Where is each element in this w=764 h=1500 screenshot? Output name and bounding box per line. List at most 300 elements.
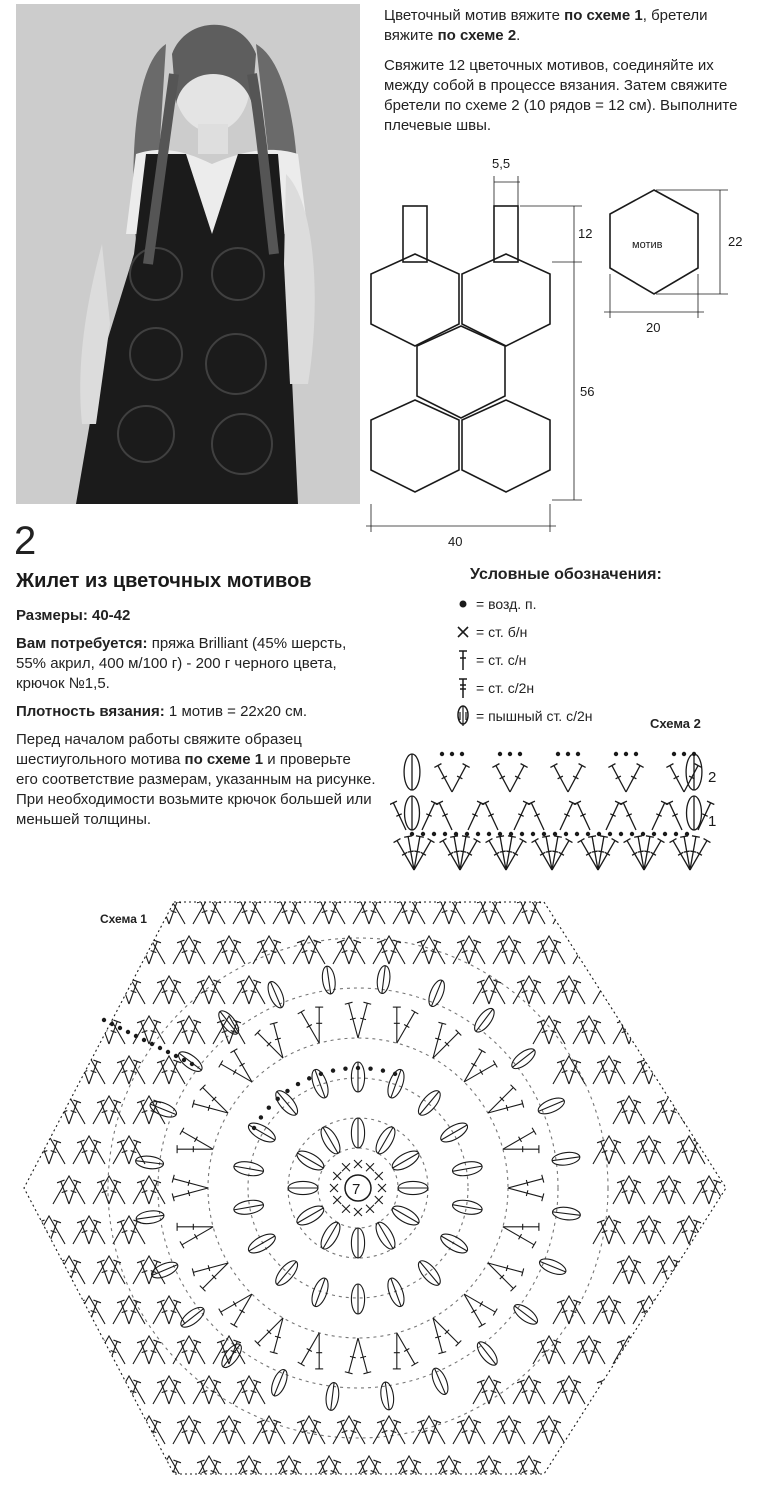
dc-stitch-icon bbox=[625, 1420, 641, 1445]
dc-stitch-icon bbox=[745, 1420, 754, 1445]
cross-stitch-icon bbox=[354, 1208, 362, 1216]
chain-dot-icon bbox=[190, 1062, 194, 1066]
dc-stitch-icon bbox=[725, 1220, 741, 1245]
dc-stitch-icon bbox=[45, 1060, 61, 1085]
dc-stitch-icon bbox=[625, 1340, 641, 1365]
garment-drawing bbox=[360, 150, 764, 550]
dc-stitch-icon bbox=[620, 801, 640, 832]
dc-stitch-icon bbox=[565, 900, 581, 925]
chain-dot-icon bbox=[576, 752, 580, 756]
chain-dot-icon bbox=[259, 1115, 263, 1119]
dc-stitch-icon bbox=[645, 900, 661, 925]
legend-item bbox=[450, 590, 760, 618]
chain-dot-icon bbox=[614, 752, 618, 756]
chain-dot-icon bbox=[476, 832, 480, 836]
dim-strap-height: 12 bbox=[578, 226, 593, 241]
puff-stitch-icon bbox=[265, 979, 287, 1010]
puff-stitch-icon bbox=[471, 1005, 498, 1035]
intro-part: и проверьте его соответствие размерам, указанным на рисунке. При необходимости возьмите крючок большей или меньшей толщины. bbox=[16, 751, 376, 828]
chain-dot-icon bbox=[566, 752, 570, 756]
legend-title: Условные обозначения: bbox=[470, 566, 662, 583]
dc-stitch-icon bbox=[461, 1049, 486, 1084]
instructions-top bbox=[384, 6, 754, 136]
dc-stitch-icon bbox=[117, 1460, 133, 1485]
dc-stitch-icon bbox=[97, 1340, 113, 1365]
scheme2-drawing bbox=[390, 730, 764, 880]
dc-stitch-icon bbox=[685, 900, 701, 925]
dc-stitch-icon bbox=[255, 1030, 286, 1061]
density-label: Плотность вязания: bbox=[16, 703, 165, 720]
puff-stitch-icon bbox=[385, 1276, 408, 1309]
puff-stitch-icon bbox=[511, 1301, 541, 1328]
chain-dot-icon bbox=[674, 832, 678, 836]
dc-stitch-icon bbox=[717, 1300, 733, 1325]
dc-stitch-icon bbox=[57, 1420, 73, 1445]
motif-outline bbox=[24, 902, 726, 1474]
chain-dot-icon bbox=[393, 1072, 397, 1076]
puff-stitch-icon bbox=[451, 1198, 483, 1216]
materials-value: пряжа Brilliant (45% шерсть, 55% акрил, 400 м/100 г) - 200 г черного цвета, крючок №1,5. bbox=[16, 635, 347, 692]
dc-stitch-icon bbox=[685, 1380, 701, 1405]
dc-stitch-icon bbox=[57, 1340, 73, 1365]
chain-dot-icon bbox=[368, 1066, 372, 1070]
dc-stitch-icon bbox=[677, 980, 693, 1005]
dc-stitch-icon bbox=[717, 1220, 733, 1245]
instructions-p2: Свяжите 12 цветочных мотивов, соединяйте их между собой в процессе вязания. Затем свяжите бретели по схеме 2 (10 рядов = 12 см). Выполните плечевые швы. bbox=[384, 57, 738, 134]
intro-part: Перед началом работы свяжите образец шестиугольного мотива bbox=[16, 731, 302, 768]
dc-stitch-icon bbox=[125, 1460, 141, 1485]
tc-icon bbox=[450, 677, 476, 699]
dc-stitch-icon bbox=[45, 900, 61, 925]
dc-stitch-icon bbox=[605, 980, 621, 1005]
dc-stitch-icon bbox=[637, 980, 653, 1005]
dc-stitch-icon bbox=[602, 801, 622, 832]
dc-stitch-icon bbox=[717, 1140, 733, 1165]
puff-stitch-icon bbox=[438, 1119, 471, 1145]
chain-dot-icon bbox=[166, 1050, 170, 1054]
dc-stitch-icon bbox=[564, 764, 585, 794]
dc-stitch-icon bbox=[157, 1460, 173, 1485]
dc-stitch-icon bbox=[219, 1291, 254, 1316]
dc-stitch-icon bbox=[665, 1420, 681, 1445]
dc-stitch-icon bbox=[557, 900, 573, 925]
dc-stitch-icon bbox=[255, 1315, 286, 1346]
dc-stitch-icon bbox=[745, 1100, 754, 1125]
scheme2-chart bbox=[390, 730, 764, 880]
chain-dot-icon bbox=[440, 752, 444, 756]
chain-dot-icon bbox=[450, 599, 476, 609]
dc-stitch-icon bbox=[85, 1460, 101, 1485]
density-line bbox=[16, 702, 376, 722]
legend-label: = ст. с/2н bbox=[476, 680, 535, 696]
chain-dot-icon bbox=[118, 1026, 122, 1030]
dc-stitch-icon bbox=[436, 801, 456, 832]
chain-dot-icon bbox=[252, 1126, 256, 1130]
dc-stitch-icon bbox=[737, 1340, 753, 1365]
dc-stitch-icon bbox=[585, 1420, 601, 1445]
dc-stitch-icon bbox=[657, 1020, 673, 1045]
chain-dot-icon bbox=[296, 1082, 300, 1086]
chain-dot-icon bbox=[531, 832, 535, 836]
dc-stitch-icon bbox=[37, 1380, 53, 1405]
dc-stitch-icon bbox=[434, 764, 455, 794]
dc-stitch-icon bbox=[597, 900, 613, 925]
dc-stitch-icon bbox=[697, 940, 713, 965]
dc-stitch-icon bbox=[666, 764, 687, 794]
dim-motif-width: 20 bbox=[646, 320, 661, 335]
materials-label: Вам потребуется: bbox=[16, 635, 148, 652]
p1-part: . bbox=[516, 27, 521, 44]
puff-stitch-icon bbox=[178, 1304, 208, 1331]
dc-stitch-icon bbox=[648, 801, 668, 832]
dc-stitch-icon bbox=[622, 764, 643, 794]
dc-stitch-icon bbox=[37, 980, 53, 1005]
puff-stitch-icon bbox=[175, 1048, 205, 1075]
dc-stitch-icon bbox=[65, 1020, 81, 1045]
dc-stitch-icon bbox=[605, 1460, 621, 1485]
puff-stitch-icon bbox=[288, 1181, 318, 1194]
dc-stitch-icon bbox=[230, 1292, 255, 1327]
dc-stitch-icon bbox=[45, 1300, 61, 1325]
dc-stitch-icon bbox=[637, 900, 653, 925]
cross-stitch-icon bbox=[342, 1205, 350, 1213]
scheme1-ref: по схеме 1 bbox=[184, 751, 264, 768]
dc-stitch-icon bbox=[697, 1020, 713, 1045]
dc-stitch-icon bbox=[97, 940, 113, 965]
puff-stitch-icon bbox=[351, 1118, 364, 1148]
puff-stitch-icon bbox=[415, 1257, 444, 1288]
legend-item bbox=[450, 702, 760, 730]
dc-stitch-icon bbox=[577, 1420, 593, 1445]
dc-stitch-icon bbox=[705, 1100, 721, 1125]
dc-stitch-icon bbox=[585, 940, 601, 965]
dc-stitch-icon bbox=[685, 1060, 701, 1085]
dc-stitch-icon bbox=[677, 1380, 693, 1405]
density-value: 1 мотив = 22х20 см. bbox=[164, 703, 308, 720]
chain-dot-icon bbox=[624, 752, 628, 756]
dc-stitch-icon bbox=[645, 980, 661, 1005]
puff-stitch-icon bbox=[372, 1124, 398, 1157]
dc-stitch-icon bbox=[725, 1380, 741, 1405]
chain-dot-icon bbox=[450, 752, 454, 756]
dc-stitch-icon bbox=[506, 764, 527, 794]
dc-stitch-icon bbox=[565, 1460, 581, 1485]
legend-label: = пышный ст. с/2н bbox=[476, 708, 593, 724]
dc-stitch-icon bbox=[574, 801, 594, 832]
chain-dot-icon bbox=[182, 1058, 186, 1062]
chain-dot-icon bbox=[343, 1066, 347, 1070]
dc-stitch-icon bbox=[430, 1030, 461, 1061]
chain-dot-icon bbox=[174, 1054, 178, 1058]
chain-dot-icon bbox=[267, 1106, 271, 1110]
chain-dot-icon bbox=[421, 832, 425, 836]
dc-stitch-icon bbox=[77, 1380, 93, 1405]
legend-label: = возд. п. bbox=[476, 596, 537, 612]
chain-dot-icon bbox=[608, 832, 612, 836]
puff-stitch-icon bbox=[317, 1124, 343, 1157]
dc-stitch-icon bbox=[705, 1260, 721, 1285]
chain-dot-icon bbox=[672, 752, 676, 756]
chain-dot-icon bbox=[542, 832, 546, 836]
puff-stitch-icon bbox=[404, 754, 420, 790]
puff-stitch-icon bbox=[429, 1366, 451, 1397]
dc-stitch-icon bbox=[418, 801, 438, 832]
cross-stitch-icon bbox=[333, 1172, 341, 1180]
dc-stitch-icon bbox=[657, 1420, 673, 1445]
dc-stitch-icon bbox=[625, 940, 641, 965]
cross-stitch-icon bbox=[330, 1184, 338, 1192]
puff-stitch-icon bbox=[309, 1276, 332, 1309]
dc-stitch-icon bbox=[105, 940, 121, 965]
dc-stitch-icon bbox=[685, 1460, 701, 1485]
dc-stitch-icon bbox=[745, 1340, 754, 1365]
dc-stitch-icon bbox=[462, 1291, 497, 1316]
puff-stitch-icon bbox=[451, 1160, 483, 1178]
dc-stitch-icon bbox=[697, 1100, 713, 1125]
chain-dot-icon bbox=[110, 1022, 114, 1026]
puff-stitch-icon bbox=[294, 1202, 327, 1228]
dc-stitch-icon bbox=[597, 1380, 613, 1405]
puff-stitch-icon bbox=[317, 1219, 343, 1252]
dc-stitch-icon bbox=[57, 940, 73, 965]
dc-stitch-icon bbox=[685, 1300, 701, 1325]
puff-icon bbox=[450, 704, 476, 728]
chain-dot-icon bbox=[508, 752, 512, 756]
scheme2-label: Схема 2 bbox=[650, 716, 701, 731]
dc-stitch-icon bbox=[717, 1060, 733, 1085]
dc-stitch-icon bbox=[637, 1380, 653, 1405]
chain-dot-icon bbox=[634, 752, 638, 756]
dim-motif-height: 22 bbox=[728, 234, 743, 249]
dc-stitch-icon bbox=[137, 1420, 153, 1445]
dc-stitch-icon bbox=[462, 1060, 497, 1085]
dc-stitch-icon bbox=[45, 1380, 61, 1405]
legend-label: = ст. б/н bbox=[476, 624, 528, 640]
dc-stitch-icon bbox=[717, 980, 733, 1005]
puff-stitch-icon bbox=[294, 1147, 327, 1173]
p1-part: , бретели вяжите bbox=[384, 7, 708, 44]
dc-stitch-icon bbox=[645, 1300, 661, 1325]
dc-stitch-icon bbox=[745, 1260, 754, 1285]
legend-item bbox=[450, 674, 760, 702]
model-photo bbox=[16, 4, 360, 504]
puff-stitch-icon bbox=[552, 1206, 581, 1222]
dc-stitch-icon bbox=[577, 940, 593, 965]
cross-stitch-icon bbox=[366, 1163, 374, 1171]
dc-stitch-icon bbox=[665, 1340, 681, 1365]
puff-stitch-icon bbox=[268, 1367, 290, 1398]
dc-stitch-icon bbox=[97, 1420, 113, 1445]
dc-stitch-icon bbox=[85, 900, 101, 925]
dc-stitch-icon bbox=[665, 1020, 681, 1045]
puff-stitch-icon bbox=[246, 1119, 279, 1145]
dc-stitch-icon bbox=[705, 940, 721, 965]
dc-stitch-icon bbox=[77, 900, 93, 925]
sizes-line bbox=[16, 606, 376, 626]
dc-stitch-icon bbox=[725, 900, 741, 925]
puff-stitch-icon bbox=[438, 1230, 471, 1256]
dc-stitch-icon bbox=[65, 940, 81, 965]
dc-stitch-icon bbox=[677, 1060, 693, 1085]
dc-stitch-icon bbox=[745, 940, 754, 965]
puff-stitch-icon bbox=[474, 1339, 501, 1369]
dc-stitch-icon bbox=[464, 801, 484, 832]
puff-stitch-icon bbox=[372, 1219, 398, 1252]
instructions-p1 bbox=[384, 6, 754, 46]
dc-stitch-icon bbox=[550, 764, 571, 794]
cross-stitch-icon bbox=[354, 1160, 362, 1168]
dc-stitch-icon bbox=[77, 980, 93, 1005]
dc-stitch-icon bbox=[510, 801, 530, 832]
dc-stitch-icon bbox=[390, 801, 410, 832]
scheme2-row-1: 1 bbox=[708, 813, 717, 830]
dc-stitch-icon bbox=[617, 940, 633, 965]
dc-stitch-icon bbox=[645, 1380, 661, 1405]
dc-stitch-icon bbox=[37, 1300, 53, 1325]
puff-stitch-icon bbox=[426, 978, 448, 1009]
chain-dot-icon bbox=[285, 1089, 289, 1093]
chain-dot-icon bbox=[126, 1030, 130, 1034]
chain-dot-icon bbox=[518, 752, 522, 756]
dc-stitch-icon bbox=[677, 1460, 693, 1485]
puff-stitch-icon bbox=[389, 1202, 422, 1228]
dc-icon bbox=[450, 649, 476, 671]
scheme1-label: Схема 1 bbox=[100, 912, 147, 926]
chain-dot-icon bbox=[575, 832, 579, 836]
chain-dot-icon bbox=[619, 832, 623, 836]
dc-stitch-icon bbox=[448, 764, 469, 794]
chain-dot-icon bbox=[586, 832, 590, 836]
chain-dot-icon bbox=[498, 752, 502, 756]
puff-stitch-icon bbox=[389, 1147, 422, 1173]
dc-stitch-icon bbox=[697, 1260, 713, 1285]
section-title: Жилет из цветочных мотивов bbox=[16, 570, 312, 592]
section-number: 2 bbox=[14, 519, 37, 563]
puff-stitch-icon bbox=[509, 1045, 539, 1072]
dc-stitch-icon bbox=[725, 1060, 741, 1085]
dc-stitch-icon bbox=[597, 1460, 613, 1485]
dc-stitch-icon bbox=[725, 1300, 741, 1325]
chain-dot-icon bbox=[142, 1038, 146, 1042]
cross-stitch-icon bbox=[378, 1184, 386, 1192]
dc-stitch-icon bbox=[482, 801, 502, 832]
dc-stitch-icon bbox=[717, 900, 733, 925]
chain-dot-icon bbox=[432, 832, 436, 836]
dc-stitch-icon bbox=[461, 1292, 486, 1327]
dc-stitch-icon bbox=[617, 1420, 633, 1445]
chain-dot-icon bbox=[564, 832, 568, 836]
dc-stitch-icon bbox=[737, 1100, 753, 1125]
dc-stitch-icon bbox=[65, 1420, 81, 1445]
chain-dot-icon bbox=[158, 1046, 162, 1050]
dc-stitch-icon bbox=[705, 1020, 721, 1045]
scheme1-center-number: 7 bbox=[352, 1181, 361, 1198]
chain-dot-icon bbox=[276, 1097, 280, 1101]
chain-dot-icon bbox=[487, 832, 491, 836]
dc-stitch-icon bbox=[85, 980, 101, 1005]
scheme2-ref: по схеме 2 bbox=[437, 27, 517, 44]
cross-stitch-icon bbox=[375, 1196, 383, 1204]
chain-dot-icon bbox=[134, 1034, 138, 1038]
dc-stitch-icon bbox=[725, 980, 741, 1005]
dc-stitch-icon bbox=[725, 1460, 741, 1485]
chain-dot-icon bbox=[556, 752, 560, 756]
puff-stitch-icon bbox=[325, 1382, 341, 1411]
dc-stitch-icon bbox=[717, 1380, 733, 1405]
dc-stitch-icon bbox=[737, 940, 753, 965]
legend bbox=[450, 590, 760, 730]
cross-stitch-icon bbox=[342, 1163, 350, 1171]
dc-stitch-icon bbox=[200, 1260, 231, 1291]
model-photo-drawing bbox=[16, 4, 360, 504]
dc-stitch-icon bbox=[219, 1060, 254, 1085]
materials-line bbox=[16, 634, 376, 694]
dc-stitch-icon bbox=[737, 1180, 753, 1205]
puff-stitch-icon bbox=[379, 1381, 395, 1410]
dc-stitch-icon bbox=[666, 801, 686, 832]
dc-stitch-icon bbox=[737, 1260, 753, 1285]
puff-stitch-icon bbox=[536, 1095, 567, 1117]
dc-stitch-icon bbox=[556, 801, 576, 832]
dc-stitch-icon bbox=[645, 1460, 661, 1485]
dc-stitch-icon bbox=[557, 1460, 573, 1485]
dc-stitch-icon bbox=[697, 1340, 713, 1365]
chain-dot-icon bbox=[356, 1066, 360, 1070]
chain-dot-icon bbox=[520, 832, 524, 836]
chain-dot-icon bbox=[307, 1076, 311, 1080]
dc-stitch-icon bbox=[725, 1140, 741, 1165]
chain-dot-icon bbox=[381, 1068, 385, 1072]
puff-stitch-icon bbox=[687, 796, 702, 830]
dc-stitch-icon bbox=[745, 1180, 754, 1205]
dc-stitch-icon bbox=[705, 1340, 721, 1365]
dc-stitch-icon bbox=[485, 1085, 516, 1116]
dc-stitch-icon bbox=[717, 1460, 733, 1485]
dc-stitch-icon bbox=[430, 1315, 461, 1346]
dc-stitch-icon bbox=[230, 1049, 255, 1084]
chain-dot-icon bbox=[663, 832, 667, 836]
scheme1-chart bbox=[14, 880, 754, 1492]
dc-stitch-icon bbox=[737, 1020, 753, 1045]
puff-stitch-icon bbox=[233, 1160, 265, 1178]
puff-stitch-icon bbox=[398, 1181, 428, 1194]
legend-item bbox=[450, 646, 760, 674]
chain-dot-icon bbox=[460, 752, 464, 756]
dc-stitch-icon bbox=[637, 1460, 653, 1485]
puff-stitch-icon bbox=[272, 1257, 301, 1288]
dc-stitch-icon bbox=[705, 1420, 721, 1445]
garment-schematic bbox=[360, 150, 764, 550]
sizes-value: 40-42 bbox=[87, 607, 131, 624]
legend-label: = ст. с/н bbox=[476, 652, 527, 668]
chain-dot-icon bbox=[443, 832, 447, 836]
dc-stitch-icon bbox=[117, 1380, 133, 1405]
dc-stitch-icon bbox=[665, 940, 681, 965]
chain-dot-icon bbox=[465, 832, 469, 836]
dc-stitch-icon bbox=[105, 1420, 121, 1445]
puff-stitch-icon bbox=[233, 1198, 265, 1216]
sizes-label: Размеры: bbox=[16, 607, 88, 624]
dc-stitch-icon bbox=[37, 900, 53, 925]
dc-stitch-icon bbox=[45, 980, 61, 1005]
dc-stitch-icon bbox=[85, 1380, 101, 1405]
dc-stitch-icon bbox=[57, 1020, 73, 1045]
dc-stitch-icon bbox=[677, 900, 693, 925]
legend-item bbox=[450, 618, 760, 646]
dim-body-height: 56 bbox=[580, 384, 595, 399]
dc-stitch-icon bbox=[737, 1420, 753, 1445]
dc-stitch-icon bbox=[37, 1060, 53, 1085]
